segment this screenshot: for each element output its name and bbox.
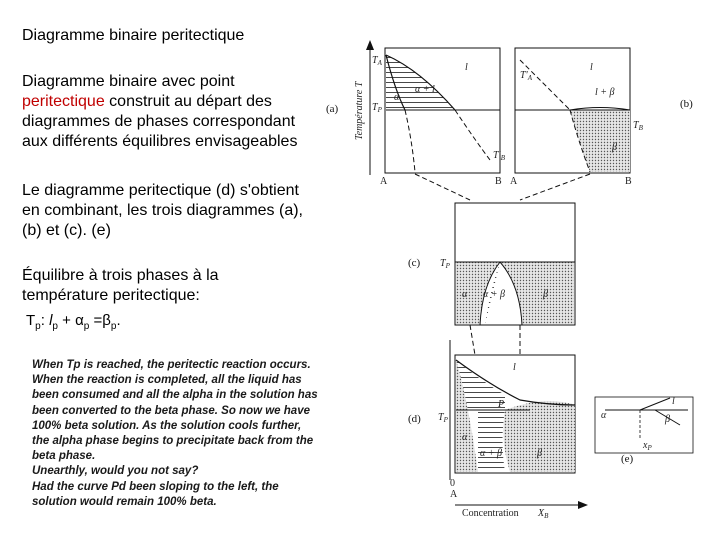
peritectique-highlight: peritectique: [22, 93, 105, 110]
beta-label-b: β: [612, 142, 617, 153]
a-tick-a: A: [380, 176, 388, 187]
beta-label-e: β: [665, 414, 670, 425]
solidus-extension-a: [405, 110, 415, 172]
liquid-label-a: l: [465, 62, 468, 73]
ta2-label: $T'_A$: [520, 70, 532, 82]
xp-label-e: $x_P$: [643, 440, 652, 452]
diagram-a: [326, 40, 506, 187]
label-c: (c): [408, 257, 421, 269]
a-tick-d: A: [450, 489, 458, 500]
tb2-label: $T'_B$: [493, 150, 505, 162]
tp-label-a: $T_P$: [372, 102, 382, 114]
label-a: (a): [326, 103, 339, 115]
label-d: (d): [408, 413, 421, 425]
beta-region-d: [503, 401, 575, 472]
liquid-label-d: l: [513, 362, 516, 373]
intro-line-3: diagrammes de phases correspondant: [22, 113, 296, 130]
liquid-beta-label-b: l + β: [595, 87, 615, 98]
label-b: (b): [680, 98, 693, 110]
combination-paragraph: Le diagramme peritectique (d) s'obtient en combinant, les trois diagrammes (a), (b) et (c). (e): [22, 182, 303, 239]
diagram-d: [408, 340, 588, 520]
alpha-beta-region-d: [478, 410, 505, 472]
alpha-label-d: α: [462, 432, 468, 443]
tp-label-d: $T_P$: [438, 412, 448, 424]
x-axis-title: Concentration: [462, 508, 519, 519]
detail-e: [595, 396, 693, 465]
b-tick-b: B: [625, 176, 632, 187]
tb-label-b: $T_B$: [633, 120, 643, 132]
beta-label-d: β: [537, 448, 542, 459]
alpha-label-c: α: [462, 289, 468, 300]
tp-label-c: $T_P$: [440, 258, 450, 270]
label-e: (e): [621, 453, 634, 465]
diagram-c: [408, 203, 575, 325]
page-title: Diagramme binaire peritectique: [22, 27, 245, 44]
l-label-e: l: [672, 396, 675, 407]
zero-tick: 0: [450, 478, 455, 489]
alpha-liquid-label-a: α + l: [415, 84, 435, 95]
liquidus-extension-b: [520, 60, 570, 110]
y-axis-title: Température T: [354, 81, 365, 140]
equilibrium-paragraph: Équilibre à trois phases à la température peritectique:: [22, 267, 219, 304]
liquid-label-b: l: [590, 62, 593, 73]
intro-line-2: construit au départ des: [104, 93, 272, 110]
beta-label-c: β: [543, 289, 548, 300]
concentration-arrow-icon: [578, 501, 588, 509]
peritectic-formula: $T_p$: $l_p + \alpha_p =\beta_p$.: [26, 312, 121, 332]
alpha-label-a: α: [394, 92, 400, 103]
explanation-note: When Tp is reached, the peritectic reaction occurs. When the reaction is completed, all the liquid has been consumed and all the alpha in the solution has been converted to the beta phase. So now we have 100% beta solution. As the solution cools further, the alpha phase begins to precipitate back from the beta phase. Unearthly, would you not say? Had the curve Pd been sloping to the left, the solution would remain 100% beta.: [32, 359, 318, 508]
axis-arrow-icon: [366, 40, 374, 50]
ta-label: $T_A$: [372, 55, 382, 67]
p-label-d: P: [498, 399, 505, 410]
diagram-b: [510, 48, 693, 187]
alpha-beta-label-d: α + β: [480, 448, 502, 459]
alpha-beta-label-c: α + β: [483, 289, 505, 300]
intro-line-4: aux différents équilibres envisageables: [22, 133, 298, 150]
liquidus-extension-a: [455, 110, 490, 160]
a-tick-b: A: [510, 176, 518, 187]
alpha-label-e: α: [601, 410, 607, 421]
xb-label: $X_B$: [538, 508, 549, 520]
b-tick-a: B: [495, 176, 502, 187]
intro-line-1: Diagramme binaire avec point: [22, 73, 235, 90]
